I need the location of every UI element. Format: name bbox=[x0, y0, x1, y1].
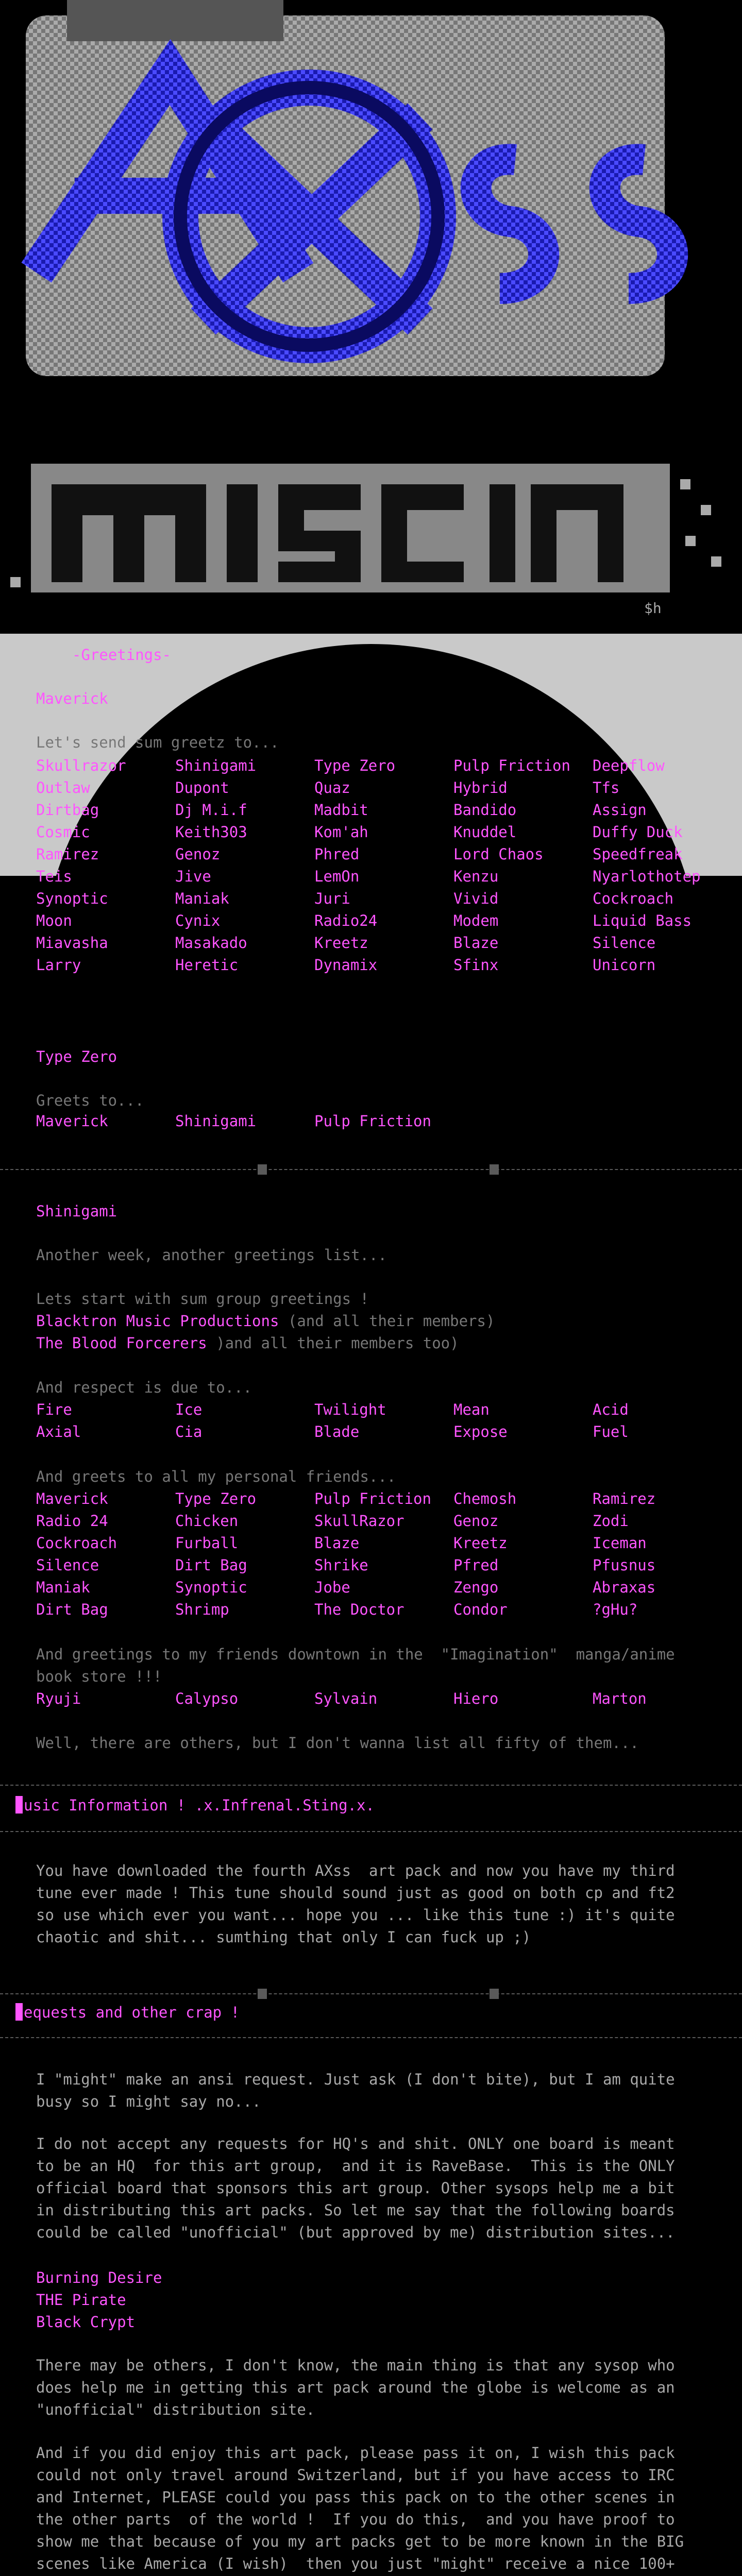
text-line: And if you did enjoy this art pack, please pass it on, I wish this pack bbox=[36, 2444, 675, 2462]
downtown-list bbox=[36, 1688, 732, 1710]
requests-header bbox=[15, 2002, 240, 2024]
greet-name: Pfusnus bbox=[593, 1556, 656, 1574]
art-tag: $h bbox=[644, 600, 662, 617]
greet-name: Ramirez bbox=[36, 845, 99, 863]
greet-name: Shinigami bbox=[175, 1112, 257, 1130]
greet-name: Dynamix bbox=[314, 956, 378, 974]
board-name: Burning Desire bbox=[36, 2269, 162, 2286]
typezero-intro: Greets to... bbox=[36, 1092, 144, 1109]
requests-header-text: equests and other crap ! bbox=[24, 2004, 240, 2021]
text-line: "unofficial" distribution site. bbox=[36, 2401, 315, 2418]
greet-name: Radio 24 bbox=[36, 1512, 108, 1530]
axss-logo-art bbox=[0, 0, 742, 639]
greet-name: Kenzu bbox=[453, 868, 499, 885]
greet-name: Dupont bbox=[175, 779, 229, 796]
text-line: I "might" make an ansi request. Just ask (I don't bite), but I am quite bbox=[36, 2071, 675, 2088]
maverick-name: Maverick bbox=[36, 690, 108, 707]
text-line: in distributing this art packs. So let me say that the following boards bbox=[36, 2201, 675, 2219]
greet-name: Shrimp bbox=[175, 1601, 229, 1618]
greet-name: Type Zero bbox=[175, 1490, 257, 1507]
divider bbox=[0, 2032, 742, 2043]
greet-name: Speedfreak bbox=[593, 845, 683, 863]
greet-name: Kreetz bbox=[314, 934, 368, 952]
text-line: and Internet, PLEASE could you pass this pack on to the other scenes in bbox=[36, 2488, 675, 2506]
divider bbox=[0, 1164, 742, 1175]
greet-name: Phred bbox=[314, 845, 360, 863]
greet-name: Fuel bbox=[593, 1423, 629, 1440]
greet-name: Shinigami bbox=[175, 757, 257, 774]
greet-name: Liquid Bass bbox=[593, 912, 692, 929]
text-line: busy so I might say no... bbox=[36, 2093, 261, 2110]
divider bbox=[0, 1826, 742, 1837]
greet-name: Blaze bbox=[314, 1534, 360, 1552]
greet-name: Maniak bbox=[36, 1579, 90, 1596]
divider bbox=[0, 1780, 742, 1790]
greet-name: Pfred bbox=[453, 1556, 499, 1574]
greet-name: Jobe bbox=[314, 1579, 350, 1596]
greet-name: Marton bbox=[593, 1690, 647, 1707]
greet-name: Outlaw bbox=[36, 779, 90, 796]
greet-name: Genoz bbox=[175, 845, 221, 863]
downtown-line-2: book store !!! bbox=[36, 1668, 162, 1685]
text-line: I do not accept any requests for HQ's and shit. ONLY one board is meant bbox=[36, 2135, 675, 2153]
greet-name: Moon bbox=[36, 912, 72, 929]
greet-name: Cosmic bbox=[36, 823, 90, 841]
greet-name: Vivid bbox=[453, 890, 499, 907]
shinigami-intro1: Another week, another greetings list... bbox=[36, 1246, 387, 1264]
group-note: )and all their members too) bbox=[207, 1334, 459, 1352]
greet-name: Teis bbox=[36, 868, 72, 885]
text-line: the other parts of the world ! If you do this, and you have proof to bbox=[36, 2511, 675, 2528]
greet-name: Condor bbox=[453, 1601, 508, 1618]
greet-name: Dj M.i.f bbox=[175, 801, 247, 819]
greet-name: Deepflow bbox=[593, 757, 665, 774]
greet-name: Kreetz bbox=[453, 1534, 508, 1552]
greet-name: Silence bbox=[593, 934, 656, 952]
shinigami-intro2: Lets start with sum group greetings ! bbox=[36, 1290, 369, 1308]
respect-intro: And respect is due to... bbox=[36, 1379, 252, 1396]
text-line: You have downloaded the fourth AXss art pack and now you have my third bbox=[36, 1862, 675, 1879]
greet-name: Maverick bbox=[36, 1112, 108, 1130]
requests-p3 bbox=[36, 2354, 675, 2421]
text-line: could be called "unofficial" (but approved by me) distribution sites... bbox=[36, 2224, 675, 2241]
greet-name: Pulp Friction bbox=[453, 757, 570, 774]
greet-name: Unicorn bbox=[593, 956, 656, 974]
music-header-text: usic Information ! .x.Infrenal.Sting.x. bbox=[24, 1797, 375, 1814]
greet-name: Zengo bbox=[453, 1579, 499, 1596]
greet-name: ?gHu? bbox=[593, 1601, 638, 1618]
greet-name: Cynix bbox=[175, 912, 221, 929]
greet-name: Miavasha bbox=[36, 934, 108, 952]
personal-list bbox=[36, 1488, 732, 1621]
respect-list bbox=[36, 1399, 732, 1443]
greet-name: Abraxas bbox=[593, 1579, 656, 1596]
board-list bbox=[36, 2267, 162, 2333]
greet-name: Ramirez bbox=[593, 1490, 656, 1507]
greet-name: SkullRazor bbox=[314, 1512, 404, 1530]
greet-name: Nyarlothotep bbox=[593, 868, 701, 885]
group-note: (and all their members) bbox=[279, 1312, 495, 1330]
greet-name: Mean bbox=[453, 1401, 490, 1418]
board-name: THE Pirate bbox=[36, 2291, 126, 2309]
greet-name: The Doctor bbox=[314, 1601, 404, 1618]
greet-name: Pulp Friction bbox=[314, 1490, 431, 1507]
requests-p4 bbox=[36, 2442, 684, 2576]
greet-name: Modem bbox=[453, 912, 499, 929]
group-name: Blacktron Music Productions bbox=[36, 1312, 279, 1330]
greet-name: Quaz bbox=[314, 779, 350, 796]
greet-name: Dirtbag bbox=[36, 801, 99, 819]
personal-intro: And greets to all my personal friends... bbox=[36, 1468, 396, 1485]
greet-name: Blaze bbox=[453, 934, 499, 952]
greet-name: Dirt Bag bbox=[36, 1601, 108, 1618]
greet-name: Radio24 bbox=[314, 912, 378, 929]
greet-name: Skullrazor bbox=[36, 757, 126, 774]
text-line: official board that sponsors this art group. Other sysops help me a bit bbox=[36, 2179, 675, 2197]
greet-name: Hiero bbox=[453, 1690, 499, 1707]
greet-name: Hybrid bbox=[453, 779, 508, 796]
greetings-header: -Greetings- bbox=[72, 646, 172, 664]
greet-name: Cockroach bbox=[593, 890, 674, 907]
downtown-line-1: And greetings to my friends downtown in the "Imagination" manga/anime bbox=[36, 1646, 675, 1663]
shinigami-outro: Well, there are others, but I don't wanna list all fifty of them... bbox=[36, 1734, 639, 1752]
greet-name: LemOn bbox=[314, 868, 360, 885]
greet-name: Assign bbox=[593, 801, 647, 819]
maverick-greet-list bbox=[36, 755, 732, 976]
text-line: does help me in getting this art pack around the globe is welcome as an bbox=[36, 2379, 675, 2396]
greet-name: Furball bbox=[175, 1534, 239, 1552]
music-header bbox=[15, 1794, 375, 1817]
greet-name: Zodi bbox=[593, 1512, 629, 1530]
greet-name: Juri bbox=[314, 890, 350, 907]
greet-name: Iceman bbox=[593, 1534, 647, 1552]
typezero-greet-list bbox=[36, 1110, 732, 1132]
greet-name: Synoptic bbox=[36, 890, 108, 907]
greet-name: Knuddel bbox=[453, 823, 517, 841]
greet-name: Twilight bbox=[314, 1401, 386, 1418]
greet-name: Sylvain bbox=[314, 1690, 378, 1707]
greet-name: Cockroach bbox=[36, 1534, 117, 1552]
text-line: There may be others, I don't know, the main thing is that any sysop who bbox=[36, 2357, 675, 2374]
text-line: chaotic and shit... sumthing that only I can fuck up ;) bbox=[36, 1928, 531, 1946]
greet-name: Calypso bbox=[175, 1690, 239, 1707]
greet-name: Maverick bbox=[36, 1490, 108, 1507]
greet-name: Duffy Duck bbox=[593, 823, 683, 841]
text-line: so use which ever you want... hope you ... like this tune :) it's quite bbox=[36, 1906, 675, 1924]
group-line-2 bbox=[36, 1332, 459, 1354]
greet-name: Sfinx bbox=[453, 956, 499, 974]
greet-name: Dirt Bag bbox=[175, 1556, 247, 1574]
greet-name: Ice bbox=[175, 1401, 203, 1418]
greet-name: Shrike bbox=[314, 1556, 368, 1574]
group-line-1 bbox=[36, 1310, 495, 1332]
greet-name: Heretic bbox=[175, 956, 239, 974]
greet-name: Type Zero bbox=[314, 757, 396, 774]
greet-name: Ryuji bbox=[36, 1690, 81, 1707]
maverick-intro: Let's send sum greetz to... bbox=[36, 734, 279, 751]
greet-name: Jive bbox=[175, 868, 211, 885]
text-line: tune ever made ! This tune should sound just as good on both cp and ft2 bbox=[36, 1884, 675, 1902]
greet-name: Maniak bbox=[175, 890, 229, 907]
greet-name: Kom'ah bbox=[314, 823, 368, 841]
greet-name: Larry bbox=[36, 956, 81, 974]
greet-name: Chemosh bbox=[453, 1490, 517, 1507]
music-body bbox=[36, 1860, 675, 1948]
header-cap-r bbox=[15, 2003, 23, 2021]
typezero-name: Type Zero bbox=[36, 1048, 117, 1065]
greet-name: Cia bbox=[175, 1423, 203, 1440]
greet-name: Blade bbox=[314, 1423, 360, 1440]
greet-name: Silence bbox=[36, 1556, 99, 1574]
greet-name: Fire bbox=[36, 1401, 72, 1418]
greet-name: Acid bbox=[593, 1401, 629, 1418]
greet-name: Pulp Friction bbox=[314, 1112, 431, 1130]
greet-name: Synoptic bbox=[175, 1579, 247, 1596]
greet-name: Axial bbox=[36, 1423, 81, 1440]
greet-name: Genoz bbox=[453, 1512, 499, 1530]
text-line: to be an HQ for this art group, and it is RaveBase. This is the ONLY bbox=[36, 2157, 675, 2175]
greet-name: Madbit bbox=[314, 801, 368, 819]
greet-name: Keith303 bbox=[175, 823, 247, 841]
group-name: The Blood Forcerers bbox=[36, 1334, 207, 1352]
header-cap-m bbox=[15, 1796, 23, 1814]
divider bbox=[0, 1989, 742, 1999]
text-line: show me that because of you my art packs get to be more known in the BIG bbox=[36, 2533, 684, 2550]
shinigami-name: Shinigami bbox=[36, 1202, 117, 1220]
greet-name: Tfs bbox=[593, 779, 620, 796]
text-line: could not only travel around Switzerland, but if you have access to IRC bbox=[36, 2466, 675, 2484]
greet-name: Chicken bbox=[175, 1512, 239, 1530]
text-line: scenes like America (I wish) then you just "might" receive a nice 100+ bbox=[36, 2555, 675, 2572]
greet-name: Lord Chaos bbox=[453, 845, 544, 863]
greet-name: Bandido bbox=[453, 801, 517, 819]
greet-name: Masakado bbox=[175, 934, 247, 952]
requests-p2 bbox=[36, 2133, 675, 2244]
board-name: Black Crypt bbox=[36, 2313, 136, 2331]
requests-p1 bbox=[36, 2069, 675, 2113]
greet-name: Expose bbox=[453, 1423, 508, 1440]
